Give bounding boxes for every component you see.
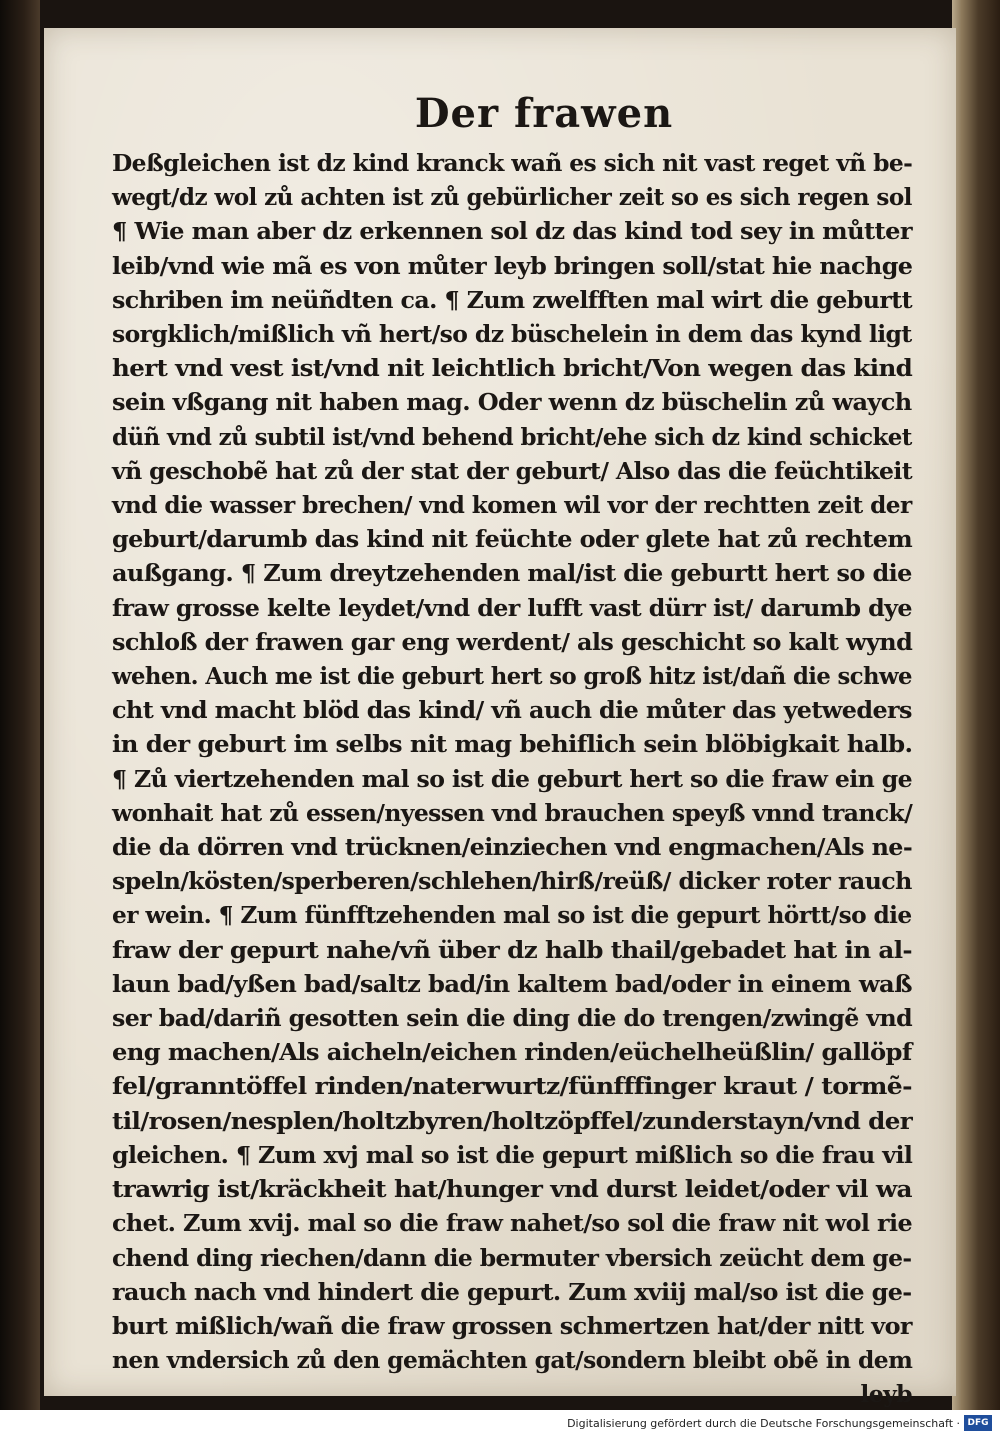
text-line: cht vnd macht blöd das kind/ vñ auch die můter das yetweders (112, 696, 912, 725)
text-line: fraw grosse kelte leydet/vnd der lufft vast dürr ist/ darumb dye (112, 593, 912, 622)
book-edge-left (0, 0, 40, 1410)
footer-bar (0, 1410, 1000, 1438)
text-line: laun bad/yßen bad/saltz bad/in kaltem bad/oder in einem waß (112, 969, 912, 998)
text-line: til/rosen/nesplen/holtzbyren/holtzöpffel/zunderstayn/vnd der (112, 1106, 913, 1135)
text-line: fraw der gepurt nahe/vñ über dz halb thail/gebadet hat in al- (112, 935, 913, 964)
text-line: ¶ Wie man aber dz erkennen sol dz das kind tod sey in můtter (112, 217, 912, 246)
text-line: ¶ Zů viertzehenden mal so ist die geburt hert so die fraw ein ge (112, 764, 912, 793)
running-head: Der frawen (414, 90, 674, 137)
funding-credit: Digitalisierung gefördert durch die Deutsche Forschungsgemeinschaft · (567, 1417, 960, 1430)
text-line: chet. Zum xvij. mal so die fraw nahet/so sol die fraw nit wol rie (112, 1209, 913, 1238)
catchword: leyb (860, 1380, 912, 1409)
text-line: sorgklich/mißlich vñ hert/so dz büschelein in dem das kynd ligt (112, 320, 912, 349)
text-line: die da dörren vnd trücknen/einziechen vnd engmachen/Als ne- (112, 833, 913, 862)
text-line: schriben im neüñdten ca. ¶ Zum zwelfften mal wirt die geburtt (112, 285, 912, 314)
text-line: fel/granntöffel rinden/naterwurtz/fünfffinger kraut / tormẽ- (112, 1072, 912, 1101)
text-line: wegt/dz wol zů achten ist zů gebürlicher zeit so es sich regen sol (112, 183, 912, 212)
text-line: trawrig ist/kräckheit hat/hunger vnd durst leidet/oder vil wa (112, 1175, 912, 1204)
text-line: ser bad/dariñ gesotten sein die ding die do trengen/zwingẽ vnd (112, 1004, 913, 1033)
text-line: vñ geschobẽ hat zů der stat der geburt/ Also das die feüchtikeit (112, 456, 913, 485)
text-line: Deßgleichen ist dz kind kranck wañ es sich nit vast reget vñ be- (112, 149, 913, 177)
text-line: hert vnd vest ist/vnd nit leichtlich bricht/Von wegen das kind (112, 354, 913, 383)
text-line: vnd die wasser brechen/ vnd komen wil vor der rechtten zeit der (112, 491, 912, 520)
text-line: eng machen/Als aicheln/eichen rinden/eüchelheüßlin/ gallöpf (112, 1038, 912, 1067)
text-line: burt mißlich/wañ die fraw grossen schmertzen hat/der nitt vor (112, 1311, 912, 1340)
dfg-logo-icon: DFG (964, 1415, 992, 1431)
text-line: außgang. ¶ Zum dreytzehenden mal/ist die geburtt hert so die (112, 559, 912, 588)
text-line: in der geburt im selbs nit mag behiflich sein blöbigkait halb. (112, 730, 913, 759)
text-line: rauch nach vnd hindert die gepurt. Zum xviij mal/so ist die ge- (112, 1277, 912, 1306)
text-line: chend ding riechen/dann die bermuter vbersich zeücht dem ge- (112, 1243, 912, 1272)
text-line: speln/kösten/sperberen/schlehen/hirß/reüß/ dicker roter rauch (112, 867, 912, 896)
text-line: düñ vnd zů subtil ist/vnd behend bricht/ehe sich dz kind schicket (112, 422, 912, 451)
text-line: wehen. Auch me ist die geburt hert so groß hitz ist/dañ die schwe (112, 662, 912, 691)
text-line: nen vndersich zů den gemächten gat/sondern bleibt obẽ in dem (112, 1346, 913, 1375)
text-line: sein vßgang nit haben mag. Oder wenn dz büschelin zů waych (112, 388, 912, 417)
text-line: leib/vnd wie mã es von můter leyb bringen soll/stat hie nachge (112, 251, 913, 280)
text-line: wonhait hat zů essen/nyessen vnd brauchen speyß vnnd tranck/ (112, 798, 913, 827)
text-lines (112, 146, 912, 1412)
text-line: gleichen. ¶ Zum xvj mal so ist die gepurt mißlich so die frau vil (112, 1140, 913, 1169)
text-line: er wein. ¶ Zum fünfftzehenden mal so ist die gepurt hörtt/so die (112, 901, 912, 930)
text-block (112, 88, 912, 1412)
book-edge-right (952, 0, 1000, 1410)
book-page (44, 28, 956, 1409)
text-line: geburt/darumb das kind nit feüchte oder glete hat zů rechtem (112, 525, 913, 554)
text-line: schloß der frawen gar eng werdent/ als geschicht so kalt wynd (112, 627, 913, 656)
